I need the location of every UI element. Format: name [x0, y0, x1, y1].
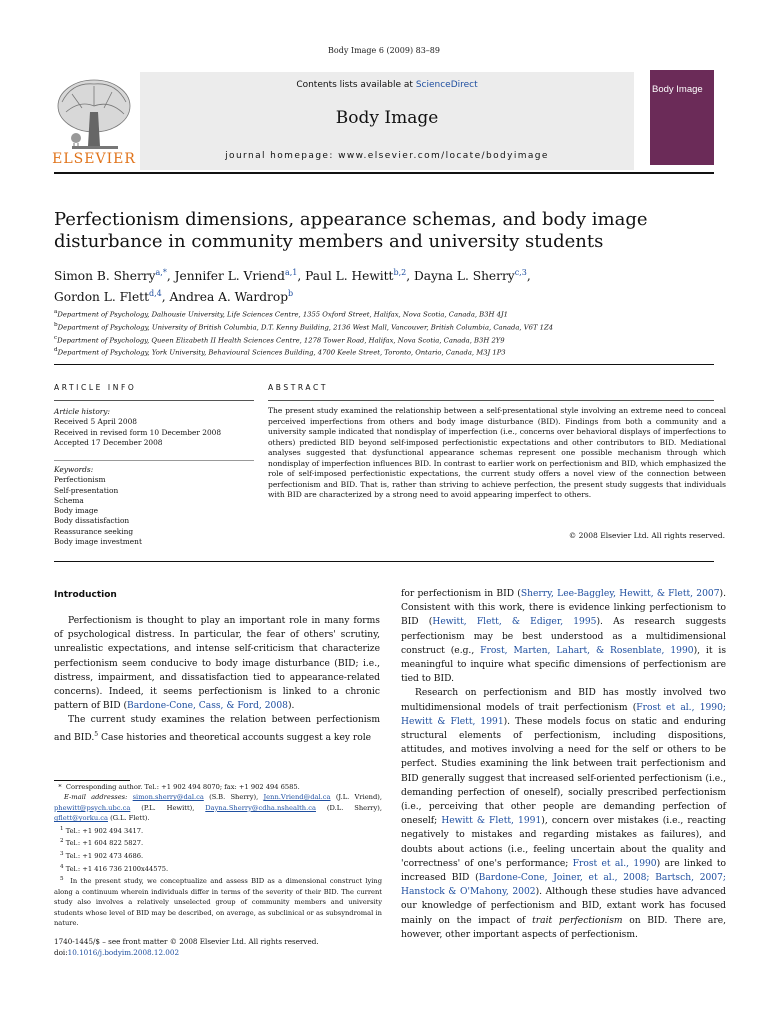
sciencedirect-link[interactable]: ScienceDirect — [415, 80, 478, 90]
keywords-rule — [54, 460, 254, 461]
author-separator: , — [166, 269, 175, 284]
left-column — [54, 614, 380, 745]
article-history — [54, 407, 254, 448]
author-name: Paul L. Hewitt — [305, 269, 394, 284]
email-owner: (G.L. Flett). — [107, 814, 150, 823]
author-name: Andrea A. Wardrop — [169, 290, 288, 305]
author-affiliation-marker[interactable]: b — [288, 289, 294, 299]
keyword-item: Perfectionism — [54, 475, 106, 485]
homepage-prefix: journal homepage: — [225, 151, 339, 161]
history-received: Received 5 April 2008 — [54, 417, 137, 427]
text-run: ). Consistent with this work, there is evidence linking perfectionism to BID ( — [401, 589, 726, 628]
email-link[interactable]: simon.sherry@dal.ca — [132, 793, 204, 802]
text-run: on BID. There are, however, other important aspects of perfectionism. — [401, 915, 726, 940]
doi-label: doi: — [54, 948, 68, 957]
paragraph — [54, 713, 380, 744]
email-owner: (J.L. Vriend), — [330, 793, 382, 802]
text-run: ) are linked to increased BID ( — [401, 858, 726, 884]
citation-link[interactable]: Hewitt, Flett, & Ediger, 1995 — [432, 617, 597, 628]
issn-doi-block — [54, 936, 384, 958]
article-info-heading: ARTICLE INFO — [54, 383, 137, 392]
footnote-marker[interactable]: 5 — [94, 730, 99, 738]
author-separator: , — [526, 269, 531, 284]
footnote-emails — [54, 792, 382, 823]
homepage-link[interactable]: www.elsevier.com/locate/bodyimage — [338, 151, 549, 161]
footnote-tel — [54, 836, 382, 849]
text-run: ). Although these studies have advanced our knowledge of perfectionism and BID, extant work has focused mainly on the impact of — [401, 887, 727, 926]
text-run: Corresponding author. Tel.: +1 902 494 8070; fax: +1 902 494 6585. — [65, 783, 300, 791]
affiliation-text: Department of Psychology, Queen Elizabeth II Health Sciences Centre, 1278 Tower Road, Halifax, Nova Scotia, Canada, B3H 2Y9 — [57, 335, 505, 344]
text-run: trait perfectionism — [532, 915, 623, 926]
text-run: ). These models focus on static and enduring structural elements of perfectionism, including dispositions, attitudes, and motives involving a need for the self or others to be perfect. Studies examining the link between trait perfectionism and BID generally suggest that increased self-oriented perfectionism (i.e., demanding perfection of oneself), socially prescribed perfectionism (i.e., perceiving that other people are demanding perfection of oneself; — [401, 716, 726, 827]
affiliation-text: Department of Psychology, York University, Behavioural Sciences Building, 4700 Keele Street, Toronto, Ontario, Canada, M3J 1P3 — [57, 348, 506, 357]
footnote-5 — [54, 874, 382, 928]
email-link[interactable]: Dayna.Sherry@cdha.nshealth.ca — [205, 803, 316, 812]
citation-link[interactable]: Hewitt & Flett, 1991 — [441, 816, 542, 827]
email-owner: (P.L. Hewitt), — [130, 803, 206, 812]
paragraph — [401, 686, 726, 942]
text-run: ). — [287, 701, 295, 712]
doi-line — [54, 947, 384, 958]
citation-link[interactable]: Frost, Marten, Lahart, & Rosenblate, 1990 — [480, 645, 694, 656]
footnote-number: 4 — [60, 863, 64, 870]
footnote-text: Tel.: +1 604 822 5827. — [63, 839, 144, 848]
author-affiliation-marker[interactable]: a,* — [155, 268, 167, 277]
affiliation-text: Department of Psychology, University of British Columbia, D.T. Kenny Building, 2136 West Mall, Vancouver, British Columbia, Canada, V6T 1Z4 — [57, 323, 554, 332]
cover-title: Body Image — [652, 84, 703, 95]
affiliation-item — [54, 333, 734, 346]
history-revised: Received in revised form 10 December 2008 — [54, 427, 222, 437]
footnote-tel-list — [54, 824, 382, 875]
journal-title: Body Image — [335, 108, 439, 128]
text-run: Research on perfectionism and BID has mostly involved two multidimensional models of trait perfectionism ( — [401, 688, 726, 713]
text-run: for perfectionism in BID ( — [401, 589, 521, 599]
affiliation-marker: c — [54, 334, 58, 341]
history-accepted: Accepted 17 December 2008 — [54, 437, 163, 447]
footnote-tel — [54, 862, 382, 875]
abstract-rule — [268, 400, 714, 401]
keyword-item: Schema — [54, 495, 84, 505]
keyword-item: Body image — [54, 506, 99, 516]
footnote-tel — [54, 824, 382, 837]
footnote-text: Tel.: +1 902 473 4686. — [63, 852, 144, 861]
paper-title: Perfectionism dimensions, appearance schemas, and body image disturbance in community members and university students — [54, 209, 648, 252]
footnote-corresponding: * Corresponding author. Tel.: +1 902 494 8070; fax: +1 902 494 6585. — [54, 783, 300, 791]
text-run: ), it is meaningful to inquire what specific dimensions of perfectionism are tied to BID. — [401, 645, 726, 685]
issn-line: 1740-1445/$ – see front matter © 2008 Elsevier Ltd. All rights reserved. — [54, 937, 319, 946]
author-separator: , — [406, 269, 414, 284]
affiliation-text: Department of Psychology, Dalhousie University, Life Sciences Centre, 1355 Oxford Street, Halifax, Nova Scotia, Canada, B3H 4J1 — [57, 310, 508, 319]
citation-link[interactable]: Bardone-Cone, Cass, & Ford, 2008 — [127, 701, 288, 712]
footnote-number: 2 — [60, 838, 64, 845]
footnote-number: 5 — [60, 876, 64, 883]
author-affiliation-marker[interactable]: c,3 — [514, 268, 527, 277]
citation-link[interactable]: Frost et al., 1990 — [572, 858, 657, 869]
text-run: ), concern over mistakes (i.e., reacting negatively to mistakes and regarding mistakes as failures), and doubts about actions (i.e., feeling uncertain about the quality and 'correctness' of one's performance; — [401, 816, 727, 869]
text-run: Perfectionism is thought to play an important role in many forms of psychological distress. In particular, the fear of others' scrutiny, unrealistic expectations, and intense self-criticism that characterize perfectionism seem conducive to body image disturbance (BID; i.e., distress, impairment, and dissatisfaction tied to appearance-related concerns). Indeed, it seems perfectionism is linked to a chronic pattern of BID ( — [54, 616, 380, 712]
paragraph — [401, 587, 726, 686]
text-run: In the present study, we conceptualize and assess BID as a dimensional construct lying along a continuum wherein individuals differ in terms of the severity of their BID. The current study also involves a relatively unselected group of community members and university students whose level of BID may be described, on average, as subclinical or as subsyndromal in nature. — [54, 877, 382, 928]
affiliation-list — [54, 307, 734, 358]
email-link[interactable]: Jenn.Vriend@dal.ca — [263, 793, 331, 802]
citation-link[interactable]: Bardone-Cone, Joiner, et al., 2008; Bartsch, 2007; Hanstock & O'Mahony, 2002 — [401, 873, 726, 898]
keyword-item: Reassurance seeking — [54, 526, 134, 536]
abstract-heading: ABSTRACT — [268, 383, 329, 392]
author-name: Jennifer L. Vriend — [174, 269, 285, 284]
footnote-text: Tel.: +1 902 494 3417. — [63, 826, 144, 835]
contents-line — [140, 80, 634, 90]
keyword-list — [54, 465, 254, 547]
elsevier-wordmark: ELSEVIER — [52, 151, 136, 167]
abstract-text: The present study examined the relationship between a self-presentational style involving an extreme need to conceal perceived imperfections from others and body image disturbance (BID). Findings from both a community and a university sample indicated that nondisplay of imperfection (i.e., concerns over behavioral displays of imperfections to others) predicted BID beyond self-imposed perfectionistic expectations and other contributors to BID. Mediational analyses suggested that dysfunctional appearance schemas represent one possible mechanism through which nondisplay of imperfection influences BID. In contrast to earlier work on perfectionism and BID, which emphasized the role of self-imposed perfectionistic expectations, the current study offers a novel view of the connection between perfectionism and BID. That is, rather than striving to achieve perfection, the present study suggests that individuals with BID are characterized by a strong need to avoid appearing imperfect to others. — [268, 406, 726, 499]
text-run: ). As research suggests perfectionism may be best understood as a multidimensional construct (e.g., — [401, 617, 727, 656]
homepage-line — [140, 151, 634, 161]
author-separator: , — [161, 290, 170, 305]
author-name: Gordon L. Flett — [54, 290, 149, 305]
paragraph — [54, 614, 380, 713]
citation-link[interactable]: Sherry, Lee-Baggley, Hewitt, & Flett, 2007 — [520, 589, 720, 599]
contents-prefix: Contents lists available at — [296, 80, 416, 90]
right-column — [401, 587, 726, 942]
affiliation-marker: d — [54, 347, 58, 354]
email-owner: (S.B. Sherry), — [203, 793, 264, 802]
footnote-rule — [54, 780, 130, 781]
author-affiliation-marker[interactable]: b,2 — [393, 268, 407, 277]
keyword-item: Self-presentation — [54, 485, 119, 495]
keywords-label: Keywords: — [54, 465, 94, 474]
affiliation-item — [54, 345, 734, 358]
affiliation-marker: b — [54, 321, 58, 328]
footnote-text: Tel.: +1 416 736 2100x44575. — [63, 864, 169, 873]
abstract-copyright: © 2008 Elsevier Ltd. All rights reserved. — [568, 531, 725, 540]
text-run: The current study examines the relation between perfectionism and BID. — [54, 715, 380, 743]
footnote-tel — [54, 849, 382, 862]
email-owner: (D.L. Sherry), — [315, 803, 382, 812]
email-link[interactable]: gflett@yorku.ca — [54, 814, 108, 823]
article-info-rule — [54, 400, 254, 401]
keyword-item: Body image investment — [54, 537, 142, 547]
author-name: Simon B. Sherry — [54, 269, 156, 284]
footnote-number: 1 — [60, 825, 64, 832]
affiliation-item — [54, 307, 734, 320]
author-list — [54, 264, 734, 306]
body-rule — [54, 561, 714, 562]
title-rule — [54, 364, 714, 365]
history-label: Article history: — [54, 407, 110, 416]
author-affiliation-marker[interactable]: a,1 — [284, 268, 298, 277]
doi-link[interactable]: 10.1016/j.bodyim.2008.12.002 — [67, 948, 180, 957]
header-rule — [54, 172, 714, 174]
author-separator: , — [297, 269, 306, 284]
affiliation-item — [54, 320, 734, 333]
email-label: E-mail addresses: — [64, 793, 133, 802]
text-run: Case histories and theoretical accounts suggest a key role — [98, 732, 372, 743]
footnotes — [54, 782, 382, 928]
author-affiliation-marker[interactable]: d,4 — [148, 289, 162, 299]
journal-citation: Body Image 6 (2009) 83–89 — [328, 46, 440, 55]
keyword-item: Body dissatisfaction — [54, 516, 130, 526]
footnote-number: 3 — [60, 850, 64, 857]
citation-link[interactable]: Frost et al., 1990; Hewitt & Flett, 1991 — [401, 702, 726, 727]
affiliation-marker: a — [54, 309, 58, 315]
author-name: Dayna L. Sherry — [413, 269, 515, 284]
introduction-heading: Introduction — [54, 590, 117, 600]
email-link[interactable]: phewitt@psych.ubc.ca — [54, 803, 131, 812]
